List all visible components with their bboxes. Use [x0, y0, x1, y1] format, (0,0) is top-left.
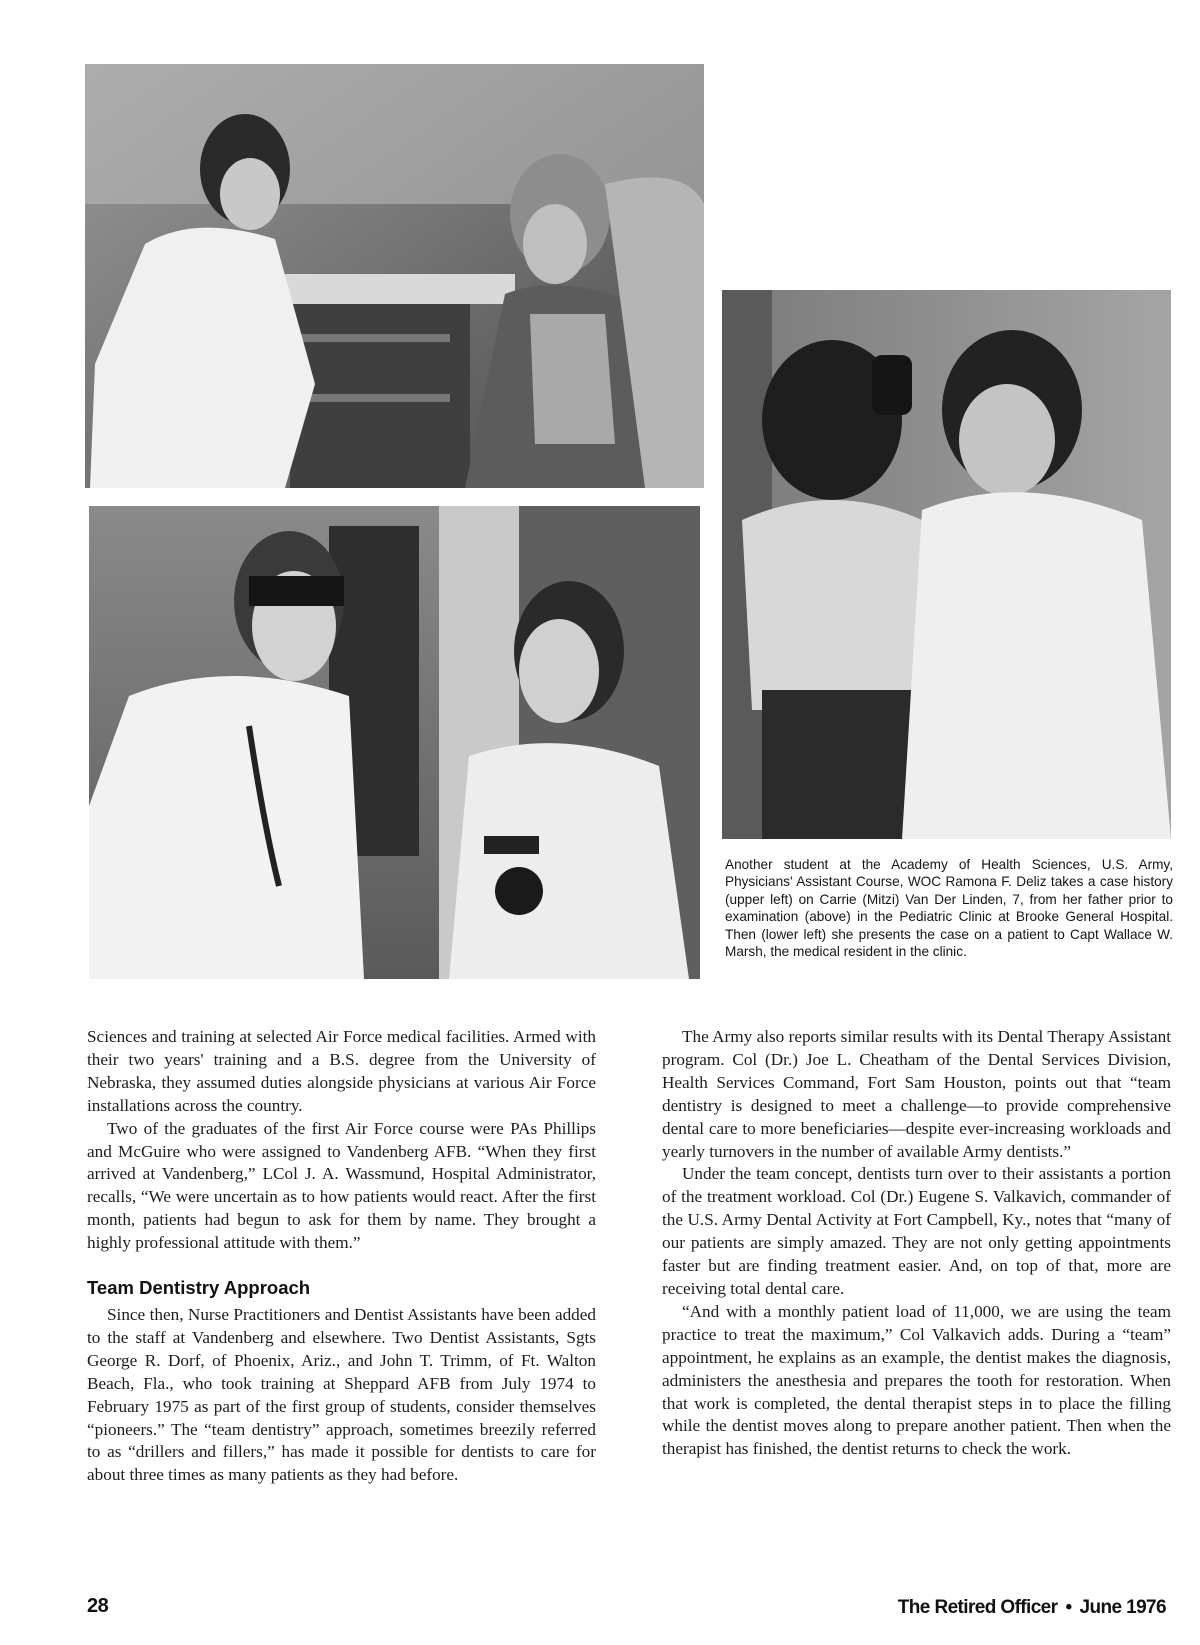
paragraph: Two of the graduates of the first Air Force course were PAs Phillips and McGuire who were assigned to Vandenberg AFB. “When they first arrived at Vandenberg,” LCol J. A. Wassmund, Hospital Administrator, recalls, “We were uncertain as to how patients would react. After the first month, patients had begun to ask for them by name. They brought a highly professional attitude with them.”: [87, 1118, 596, 1253]
case-presentation-photo: [89, 506, 700, 979]
paragraph: Sciences and training at selected Air Force medical facilities. Armed with their two years' training and a B.S. degree from the University of Nebraska, they assumed duties alongside physicians at various Air Force installations across the country.: [87, 1027, 596, 1115]
publication-footer: [898, 1597, 1166, 1619]
issue-date: June 1976: [1079, 1597, 1166, 1618]
section-heading: Team Dentistry Approach: [87, 1277, 311, 1299]
paragraph: “And with a monthly patient load of 11,000, we are using the team practice to treat the maximum,” Col Valkavich adds. During a “team” appointment, he explains as an example, the dentist makes the diagnosis, administers the anesthesia and prepares the tooth for restoration. When that work is completed, the dental therapist steps in to place the filling while the dentist moves along to prepare another patient. Then when the therapist has finished, the dentist returns to check the work.: [662, 1301, 1171, 1459]
photo-caption: Another student at the Academy of Health Sciences, U.S. Army, Physicians' Assistant Course, WOC Ramona F. Deliz takes a case history (upper left) on Carrie (Mitzi) Van Der Linden, 7, from her father prior to examination (above) in the Pediatric Clinic at Brooke General Hospital. Then (lower left) she presents the case on a patient to Capt Wallace W. Marsh, the medical resident in the clinic.: [725, 857, 1173, 960]
examination-photo: [722, 290, 1171, 839]
case-history-photo: [85, 64, 704, 488]
paragraph: Under the team concept, dentists turn over to their assistants a portion of the treatment workload. Col (Dr.) Eugene S. Valkavich, commander of the U.S. Army Dental Activity at Fort Campbell, Ky., notes that “many of our patients are simply amazed. They are not only getting appointments faster but are finding treatment easier. And, on top of that, more are receiving total dental care.: [662, 1164, 1171, 1298]
article-left-column: [87, 1026, 596, 1487]
paragraph: Since then, Nurse Practitioners and Dentist Assistants have been added to the staff at Vandenberg and elsewhere. Two Dentist Assistants, Sgts George R. Dorf, of Phoenix, Ariz., and John T. Trimm, of Ft. Walton Beach, Fla., who took training at Sheppard AFB from July 1974 to February 1975 as part of the first group of students, consider themselves “pioneers.” The “team dentistry” approach, sometimes breezily referred to as “drillers and fillers,” has made it possible for dentists to care for about three times as many patients as they had before.: [87, 1304, 596, 1485]
paragraph: The Army also reports similar results with its Dental Therapy Assistant program. Col (Dr.) Joe L. Cheatham of the Dental Services Division, Health Services Command, Fort Sam Houston, points out that “team dentistry is designed to meet a challenge—to provide comprehensive dental care to more beneficiaries—despite ever-increasing workloads and yearly turnovers in the number of available Army dentists.”: [662, 1027, 1171, 1161]
footer-separator: •: [1065, 1597, 1072, 1618]
page-number: 28: [87, 1595, 109, 1617]
publication-name: The Retired Officer: [897, 1597, 1058, 1618]
article-right-column: [662, 1026, 1171, 1461]
